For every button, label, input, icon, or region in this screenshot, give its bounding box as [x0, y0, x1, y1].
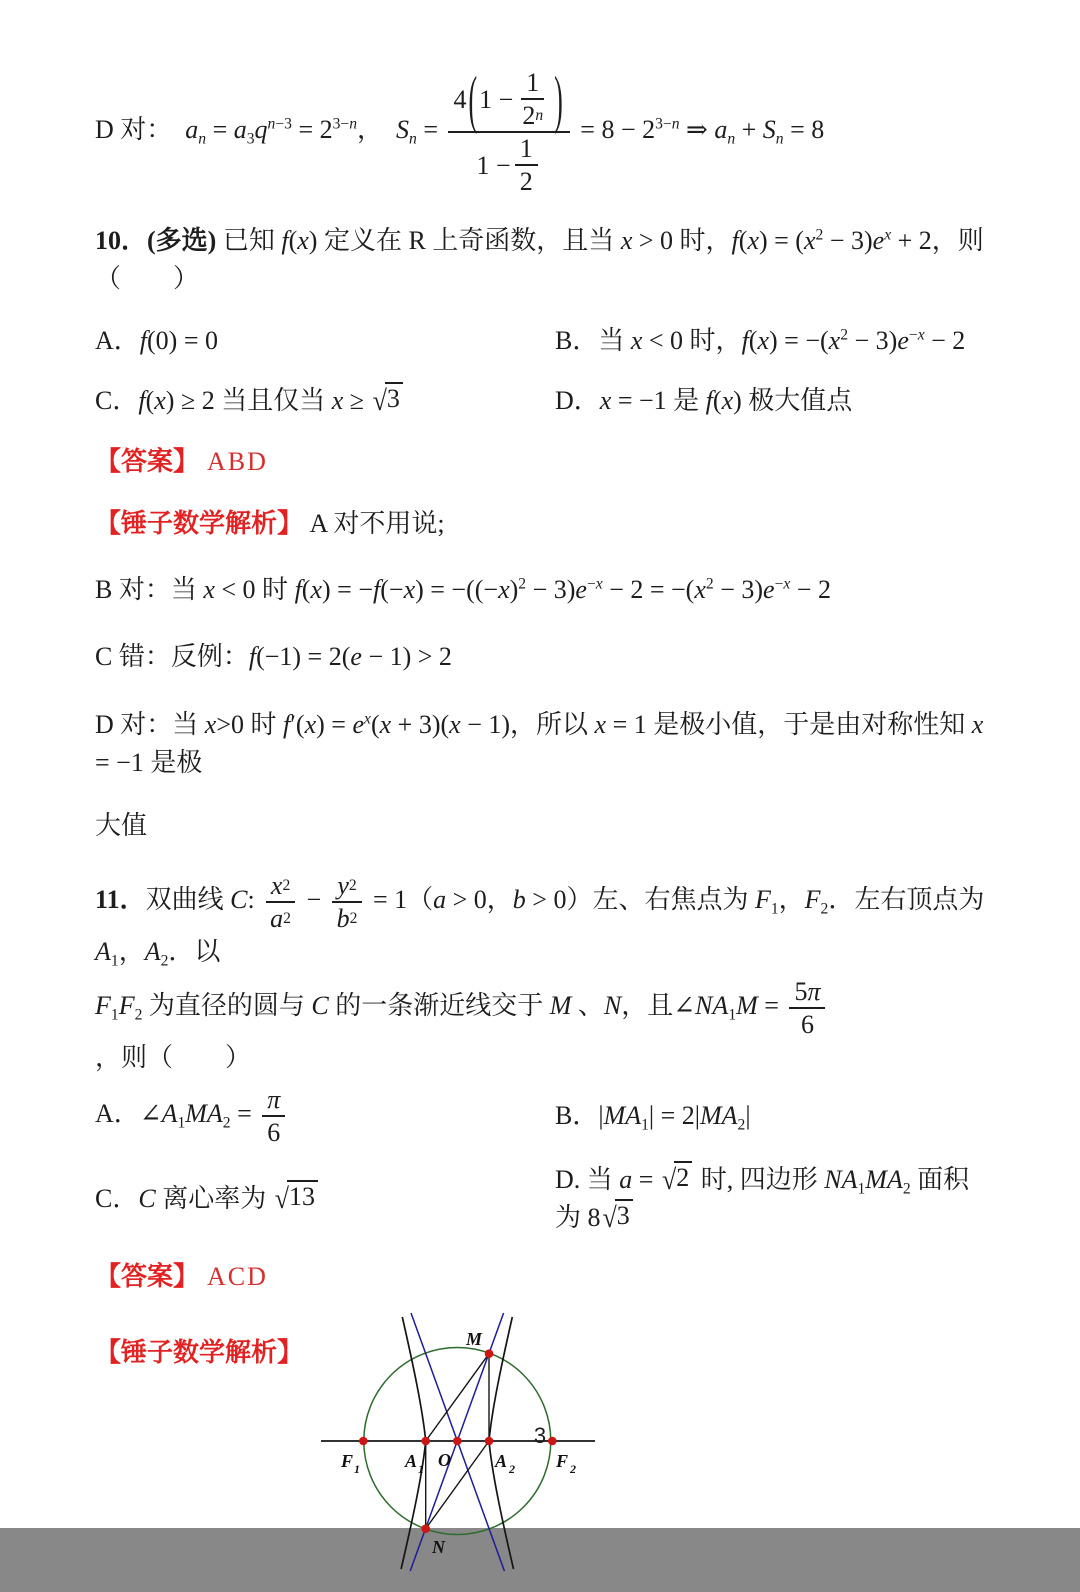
label-f1-sub: 1	[354, 1462, 361, 1477]
q10-analysis-intro: A 对不用说;	[309, 508, 445, 538]
q10-option-b: B．当 x < 0 时，$f(x) = -(x^2 - 3)e^{-x} - 2$	[555, 325, 966, 355]
q11-analysis-label: 【锤子数学解析】	[95, 1338, 304, 1368]
q10-solution-d-cont: 大值	[95, 811, 148, 841]
q11-analysis-row	[95, 1318, 985, 1592]
label-f2: F	[556, 1451, 569, 1472]
label-f2-sub: 2	[570, 1462, 577, 1477]
q10-answer-label: 【答案】	[95, 447, 200, 477]
point-m	[485, 1349, 494, 1358]
label-a1: A	[405, 1451, 418, 1472]
label-f1: F	[341, 1451, 354, 1472]
page-number: 3	[533, 1423, 547, 1448]
point-n	[421, 1524, 430, 1533]
label-a2: A	[495, 1451, 508, 1472]
q10-analysis-line	[95, 505, 985, 543]
q11-option-b: B．$|MA_1| = 2|MA_2|$	[555, 1101, 751, 1134]
q10-solution-c: C 错：反例：f(−1) = 2(e − 1) > 2	[95, 642, 452, 672]
label-o: O	[438, 1450, 452, 1471]
q10-solution-b: B 对：当 x < 0 时 $f(x) = -f(-x) = -((-x)^2 - 3)e^{-x} - 2 = -(x^2 - 3)e^{-x} - 2$	[95, 574, 831, 604]
q10-analysis-label: 【锤子数学解析】	[95, 508, 304, 538]
q10-options-row-1	[95, 322, 985, 360]
q10-option-d: D．x = −1 是 f(x) 极大值点	[555, 385, 853, 415]
q10-answer-line	[95, 443, 985, 481]
label-n: N	[432, 1537, 446, 1558]
q10-answer-value: ABD	[207, 447, 268, 477]
q11-options-row-1	[95, 1085, 985, 1147]
segment-n-a2	[426, 1441, 489, 1529]
q9-option-d-solution-line: D 对： $a_n = a_3q^{n-3} = 2^{3-n}$， $S_n$ = 4 ( 1 − 1 2 n ) 1 − $\frac{1}{2}$ = $8 - 2^{3-n}$ ⇒ $a_n + S_n = 8$	[95, 62, 825, 197]
label-m: M	[466, 1329, 483, 1350]
q10-solution-d: D 对：当 x>0 时 $f'(x) = e^x(x + 3)(x - 1)$，所以 x = 1 是极小值，于是由对称性知 x = −1 是极	[95, 709, 984, 777]
q11-option-c: C．C 离心率为 √ 13	[95, 1180, 555, 1218]
q11-option-d: D. 当 a = √ 2 时, 四边形 $NA_1MA_2$ 面积为 8 √ 3	[555, 1163, 970, 1234]
q11-stem-line-1: 11．双曲线 C: x 2 a 2 − y 2 b 2 = 1（a > 0，b > 0）左、右焦点为 $F_1$，$F_2$．左右顶点为 $A_1$，$A_2$．以	[95, 871, 985, 970]
label-a2-sub: 2	[509, 1462, 516, 1477]
label-a1-sub: 1	[418, 1462, 425, 1477]
q11-answer-label: 【答案】	[95, 1262, 200, 1292]
q10-options-row-2	[95, 382, 985, 420]
q11-stem-line-2: $F_1F_2$ 为直径的圆与 C 的一条渐近线交于 M 、N，且$\angle NA_1M$ = 5 π 6 ，则（ ）	[95, 977, 985, 1077]
q11-options-row-2	[95, 1161, 985, 1236]
q11-answer-line	[95, 1258, 985, 1296]
q11-option-a: A．$\angle A_1MA_2$ = $\frac{\pi}{6}$	[95, 1085, 555, 1147]
q11-answer-value: ACD	[207, 1262, 268, 1292]
q10-stem: 10．(多选) 已知 f(x) 定义在 R 上奇函数，且当 x > 0 时，$f(x) = (x^2 - 3)e^x + 2$，则（ ）	[95, 226, 984, 294]
q10-option-a: A．f(0) = 0	[95, 325, 218, 355]
q10-option-c: C．f(x) ≥ 2 当且仅当 x ≥ √ 3	[95, 382, 555, 420]
